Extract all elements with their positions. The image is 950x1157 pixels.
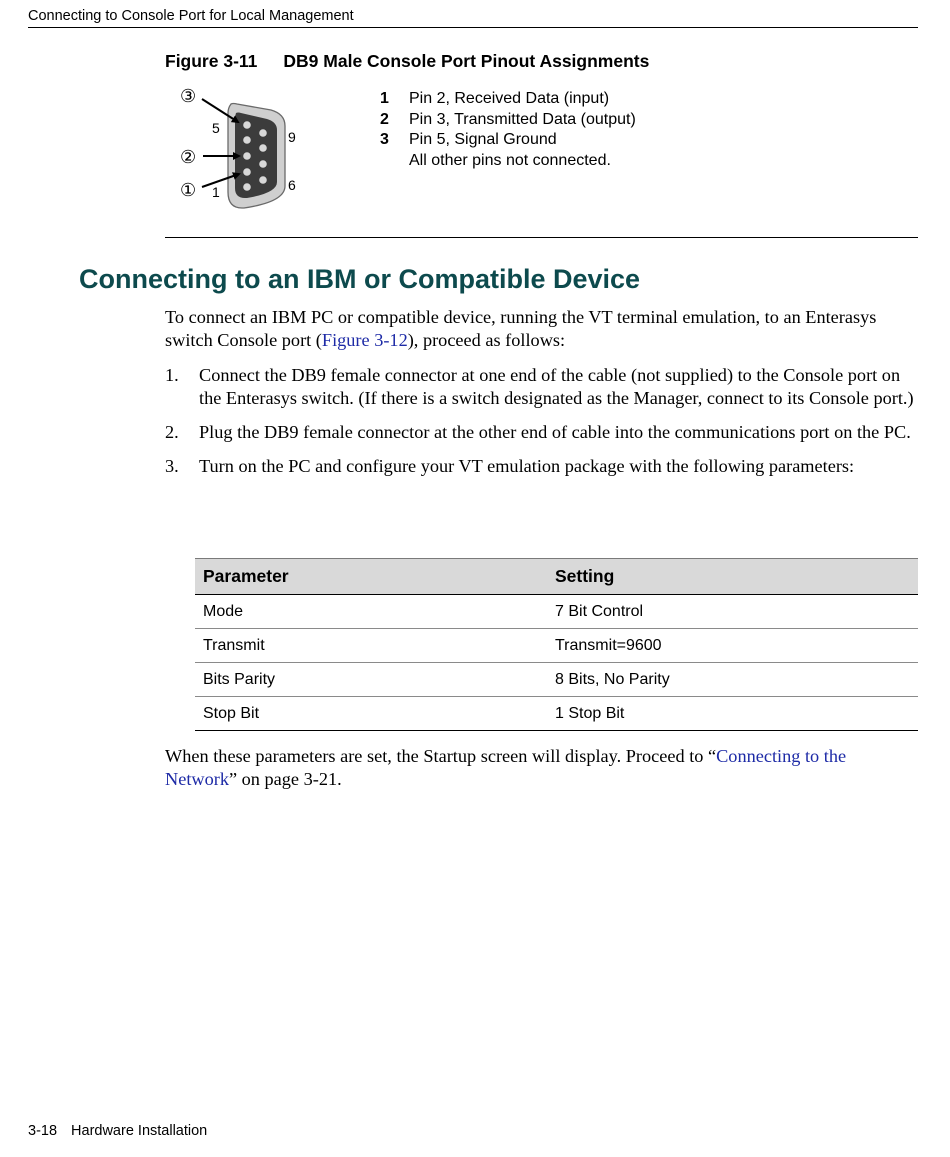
intro-text-end: ), proceed as follows: <box>407 330 566 350</box>
pin <box>243 152 251 160</box>
table-cell: Transmit=9600 <box>547 629 918 663</box>
pin-label-5: 5 <box>212 120 220 136</box>
table-cell: Mode <box>195 595 547 629</box>
step-text: Turn on the PC and configure your VT emulation package with the following parameters: <box>199 456 855 476</box>
step-item <box>165 421 920 444</box>
pin <box>259 160 267 168</box>
legend-item <box>380 130 636 151</box>
column-header-parameter: Parameter <box>195 559 547 595</box>
figure-divider <box>165 237 918 238</box>
table-cell: Bits Parity <box>195 663 547 697</box>
table-cell: 1 Stop Bit <box>547 697 918 731</box>
outro-text-end: ” on page 3-21. <box>228 769 342 789</box>
connector-face <box>235 113 277 199</box>
step-text: Plug the DB9 female connector at the other end of cable into the communications port on the PC. <box>199 422 911 442</box>
step-number: 1. <box>165 365 179 385</box>
intro-text: To connect an IBM PC or compatible device, running the VT terminal emulation, to an Enterasys switch Console port ( <box>165 307 877 350</box>
legend-text: Pin 5, Signal Ground <box>409 131 557 149</box>
step-text: Connect the DB9 female connector at one end of the cable (not supplied) to the Console port on the Enterasys switch. (If there is a switch designated as the Manager, connect to its Console port.) <box>199 365 914 408</box>
page-footer <box>28 1122 207 1140</box>
legend-item <box>380 89 636 110</box>
pin <box>243 121 251 129</box>
connecting-to-network-link[interactable]: Connecting to the Network <box>165 746 847 789</box>
table-cell: 7 Bit Control <box>547 595 918 629</box>
legend-text: Pin 2, Received Data (input) <box>409 90 610 107</box>
figure-title <box>165 50 649 72</box>
table-header-row <box>195 559 918 595</box>
table-row <box>195 663 918 697</box>
pin <box>259 129 267 137</box>
step-item <box>165 364 920 410</box>
callout-1: ① <box>180 180 197 200</box>
table-cell: Transmit <box>195 629 547 663</box>
table-row <box>195 629 918 663</box>
callout-2: ② <box>180 147 197 167</box>
page-number: 3-18 <box>28 1123 58 1139</box>
column-header-setting: Setting <box>547 559 918 595</box>
parameters-table <box>195 558 918 731</box>
pin <box>243 183 251 191</box>
pin-label-6: 6 <box>288 177 296 193</box>
db9-connector-diagram <box>175 82 310 214</box>
pin <box>243 168 251 176</box>
legend-number: 1 <box>380 90 389 107</box>
table-row <box>195 697 918 731</box>
table-cell: Stop Bit <box>195 697 547 731</box>
figure-number: Figure 3-11 <box>165 51 258 71</box>
pin <box>243 136 251 144</box>
table-cell: 8 Bits, No Parity <box>547 663 918 697</box>
pin <box>259 144 267 152</box>
pin-label-1: 1 <box>212 184 220 200</box>
outro-text: When these parameters are set, the Startup screen will display. Proceed to “ <box>165 746 717 766</box>
step-number: 3. <box>165 456 179 476</box>
step-number: 2. <box>165 422 179 442</box>
legend-note: All other pins not connected. <box>409 151 611 169</box>
callout-3: ③ <box>180 86 197 106</box>
pin-label-9: 9 <box>288 129 296 145</box>
legend-item <box>380 110 636 131</box>
intro-paragraph <box>165 306 920 352</box>
figure-caption: DB9 Male Console Port Pinout Assignments <box>283 51 650 71</box>
legend-number: 3 <box>380 131 389 149</box>
outro-paragraph <box>165 745 920 791</box>
legend-text: Pin 3, Transmitted Data (output) <box>409 110 636 128</box>
legend-number: 2 <box>380 110 389 128</box>
pinout-legend <box>380 89 636 171</box>
running-header: Connecting to Console Port for Local Management <box>28 7 918 28</box>
figure-3-12-link[interactable]: Figure 3-12 <box>321 330 408 350</box>
procedure-steps <box>165 364 920 489</box>
book-title: Hardware Installation <box>71 1123 208 1139</box>
table-row <box>195 595 918 629</box>
step-item <box>165 455 920 478</box>
section-heading: Connecting to an IBM or Compatible Device <box>79 264 641 294</box>
pin <box>259 176 267 184</box>
